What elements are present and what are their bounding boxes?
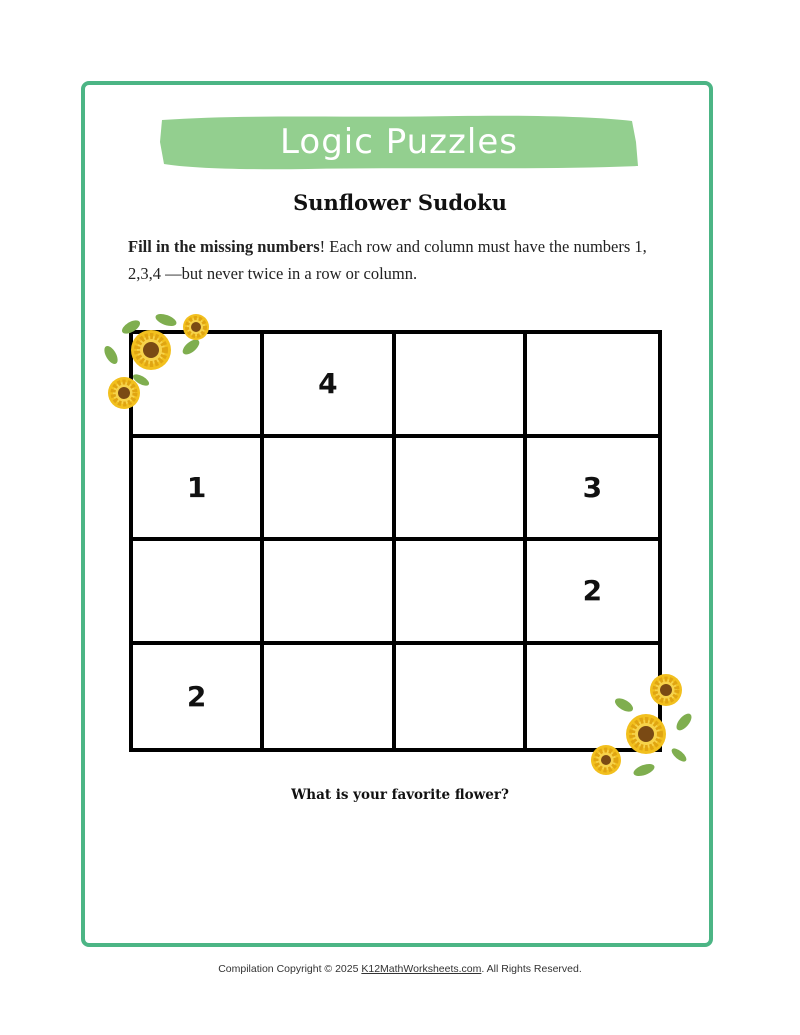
sudoku-cell[interactable] <box>396 541 527 645</box>
section-banner <box>158 112 640 172</box>
instructions <box>128 233 668 287</box>
instructions-lead: Fill in the missing numbers <box>128 237 320 256</box>
banner-title: Logic Puzzles <box>280 122 518 162</box>
page-title: Sunflower Sudoku <box>293 190 507 215</box>
sudoku-cell[interactable] <box>264 645 395 749</box>
footer-prefix: Compilation Copyright © 2025 <box>218 963 362 975</box>
sunflower-cluster-icon <box>584 670 704 785</box>
sudoku-cell[interactable] <box>396 438 527 542</box>
question-text: What is your favorite flower? <box>291 787 509 803</box>
sunflower-cluster-icon <box>96 305 221 415</box>
sudoku-cell[interactable] <box>133 541 264 645</box>
sudoku-cell[interactable] <box>264 438 395 542</box>
footer-link[interactable]: K12MathWorksheets.com <box>361 963 482 975</box>
sudoku-cell[interactable]: 4 <box>264 334 395 438</box>
sudoku-cell[interactable]: 2 <box>527 541 658 645</box>
sudoku-cell[interactable]: 2 <box>133 645 264 749</box>
sudoku-cell[interactable] <box>396 334 527 438</box>
sudoku-cell[interactable] <box>264 541 395 645</box>
instructions-rest: ! Each row and column must have the numbers 1, 2,3,4 —but never twice in a row or column. <box>128 237 647 283</box>
sudoku-cell[interactable]: 3 <box>527 438 658 542</box>
copyright-footer <box>0 963 800 975</box>
sudoku-cell[interactable] <box>396 645 527 749</box>
sudoku-cell[interactable] <box>527 334 658 438</box>
sudoku-cell[interactable]: 1 <box>133 438 264 542</box>
footer-suffix: . All Rights Reserved. <box>481 963 582 975</box>
